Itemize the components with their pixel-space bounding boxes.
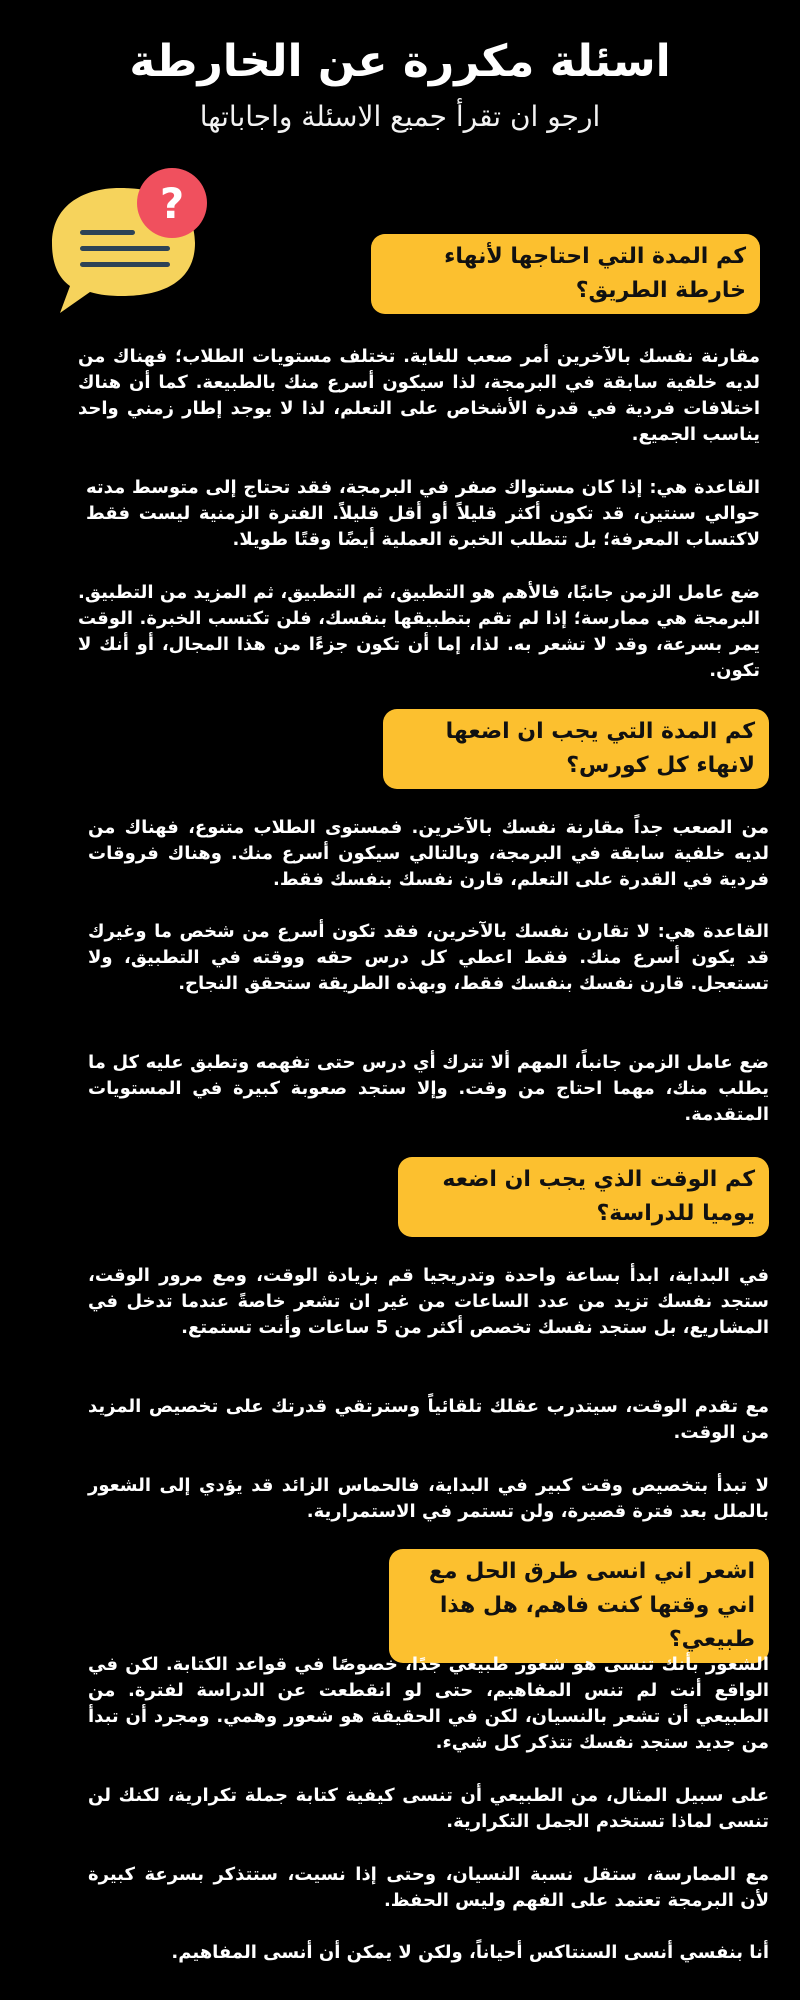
faq-4-answer-2: على سبيل المثال، من الطبيعي أن تنسى كيفية كتابة جملة تكرارية، لكنك لن تنسى لماذا تستخدم الجمل التكرارية. bbox=[88, 1785, 769, 1832]
faq-3-answer-1: في البداية، ابدأ بساعة واحدة وتدريجيا قم بزيادة الوقت، ومع مرور الوقت، ستجد نفسك تزيد من عدد الساعات من غير ان تشعر خاصةً عندما تدخل في المشاريع، بل ستجد نفسك تخصص أكثر من 5 ساعات وأنت تستمتع. bbox=[88, 1265, 769, 1338]
faq-chat-bubble-icon bbox=[50, 168, 210, 318]
faq-1-answer-1: مقارنة نفسك بالآخرين أمر صعب للغاية. تختلف مستويات الطلاب؛ فهناك من لديه خلفية سابقة في البرمجة، لذا سيكون أسرع منك بالطبيعة. كما أن هناك اختلافات فردية في قدرة الأشخاص على التعلم، لذا لا يوجد إطار زمني واحد يناسب الجميع. bbox=[78, 346, 760, 445]
faq-2-answer-1: من الصعب جداً مقارنة نفسك بالآخرين. فمستوى الطلاب متنوع، فهناك من لديه خلفية سابقة في البرمجة، وبالتالي سيكون أسرع منك. وهناك فروقات فردية في القدرة على التعلم، قارن نفسك بنفسك فقط. bbox=[88, 817, 769, 890]
faq-2-answer-2: القاعدة هي: لا تقارن نفسك بالآخرين، فقد تكون أسرع من شخص ما وغيرك قد يكون أسرع منك. فقط اعطي كل درس حقه ووقته في التطبيق، ولا تستعجل. قارن نفسك بنفسك فقط، وبهذه الطريقة ستحقق النجاح. bbox=[88, 921, 769, 994]
text-line-2 bbox=[80, 246, 170, 251]
question-mark-glyph: ? bbox=[159, 179, 185, 228]
faq-1-answer-3: ضع عامل الزمن جانبًا، فالأهم هو التطبيق، ثم التطبيق، ثم المزيد من التطبيق. البرمجة هي ممارسة؛ إذا لم تقم بتطبيقها بنفسك، فلن تكتسب الخبرة. الوقت يمر بسرعة، وقد لا تشعر به. لذا، إما أن تكون جزءًا من هذا المجال، أو أنك لا تكون. bbox=[78, 582, 760, 681]
faq-1-answer-2: القاعدة هي: إذا كان مستواك صفر في البرمجة، فقد تحتاج إلى متوسط مدته حوالي سنتين، قد تكون أكثر قليلاً أو أقل قليلاً. الفترة الزمنية ليست فقط لاكتساب المعرفة؛ بل تتطلب الخبرة العملية أيضًا وقتًا طويلا. bbox=[86, 477, 760, 550]
text-line-1 bbox=[80, 230, 135, 235]
faq-question-1: كم المدة التي احتاجها لأنهاء خارطة الطريق؟ bbox=[371, 234, 760, 314]
page-title: اسئلة مكررة عن الخارطة bbox=[129, 36, 671, 87]
faq-4-answer-3: مع الممارسة، ستقل نسبة النسيان، وحتى إذا نسيت، ستتذكر بسرعة كبيرة لأن البرمجة تعتمد على الفهم وليس الحفظ. bbox=[88, 1864, 769, 1911]
faq-3-answer-3: لا تبدأ بتخصيص وقت كبير في البداية، فالحماس الزائد قد يؤدي إلى الشعور بالملل بعد فترة قصيرة، ولن تستمر في الاستمرارية. bbox=[88, 1475, 769, 1522]
faq-question-3: كم الوقت الذي يجب ان اضعه يوميا للدراسة؟ bbox=[398, 1157, 769, 1237]
faq-3-answer-2: مع تقدم الوقت، سيتدرب عقلك تلقائياً وسترتقي قدرتك على تخصيص المزيد من الوقت. bbox=[88, 1396, 769, 1443]
faq-2-answer-3: ضع عامل الزمن جانباً، المهم ألا تترك أي درس حتى تفهمه وتطبق عليه كل ما يطلب منك، مهما احتاج من وقت. وإلا ستجد صعوبة كبيرة في المستويات المتقدمة. bbox=[88, 1052, 769, 1125]
faq-question-4: اشعر اني انسى طرق الحل مع اني وقتها كنت فاهم، هل هذا طبيعي؟ bbox=[389, 1549, 769, 1663]
faq-4-answer-1: الشعور بأنك تنسى هو شعور طبيعي جدًا، خصوصًا في قواعد الكتابة. لكن في الواقع أنت لم تنس المفاهيم، حتى لو انقطعت عن الدراسة لفترة. من الطبيعي أن تشعر بالنسيان، لكن في الحقيقة هو شعور وهمي. ومجرد أن تبدأ من جديد ستجد نفسك تتذكر كل شيء. bbox=[88, 1654, 769, 1753]
page-subtitle: ارجو ان تقرأ جميع الاسئلة واجاباتها bbox=[199, 100, 601, 133]
text-line-3 bbox=[80, 262, 170, 267]
faq-4-answer-4: أنا بنفسي أنسى السنتاكس أحياناً، ولكن لا يمكن أن أنسى المفاهيم. bbox=[171, 1942, 769, 1963]
faq-question-2: كم المدة التي يجب ان اضعها لانهاء كل كورس؟ bbox=[383, 709, 769, 789]
